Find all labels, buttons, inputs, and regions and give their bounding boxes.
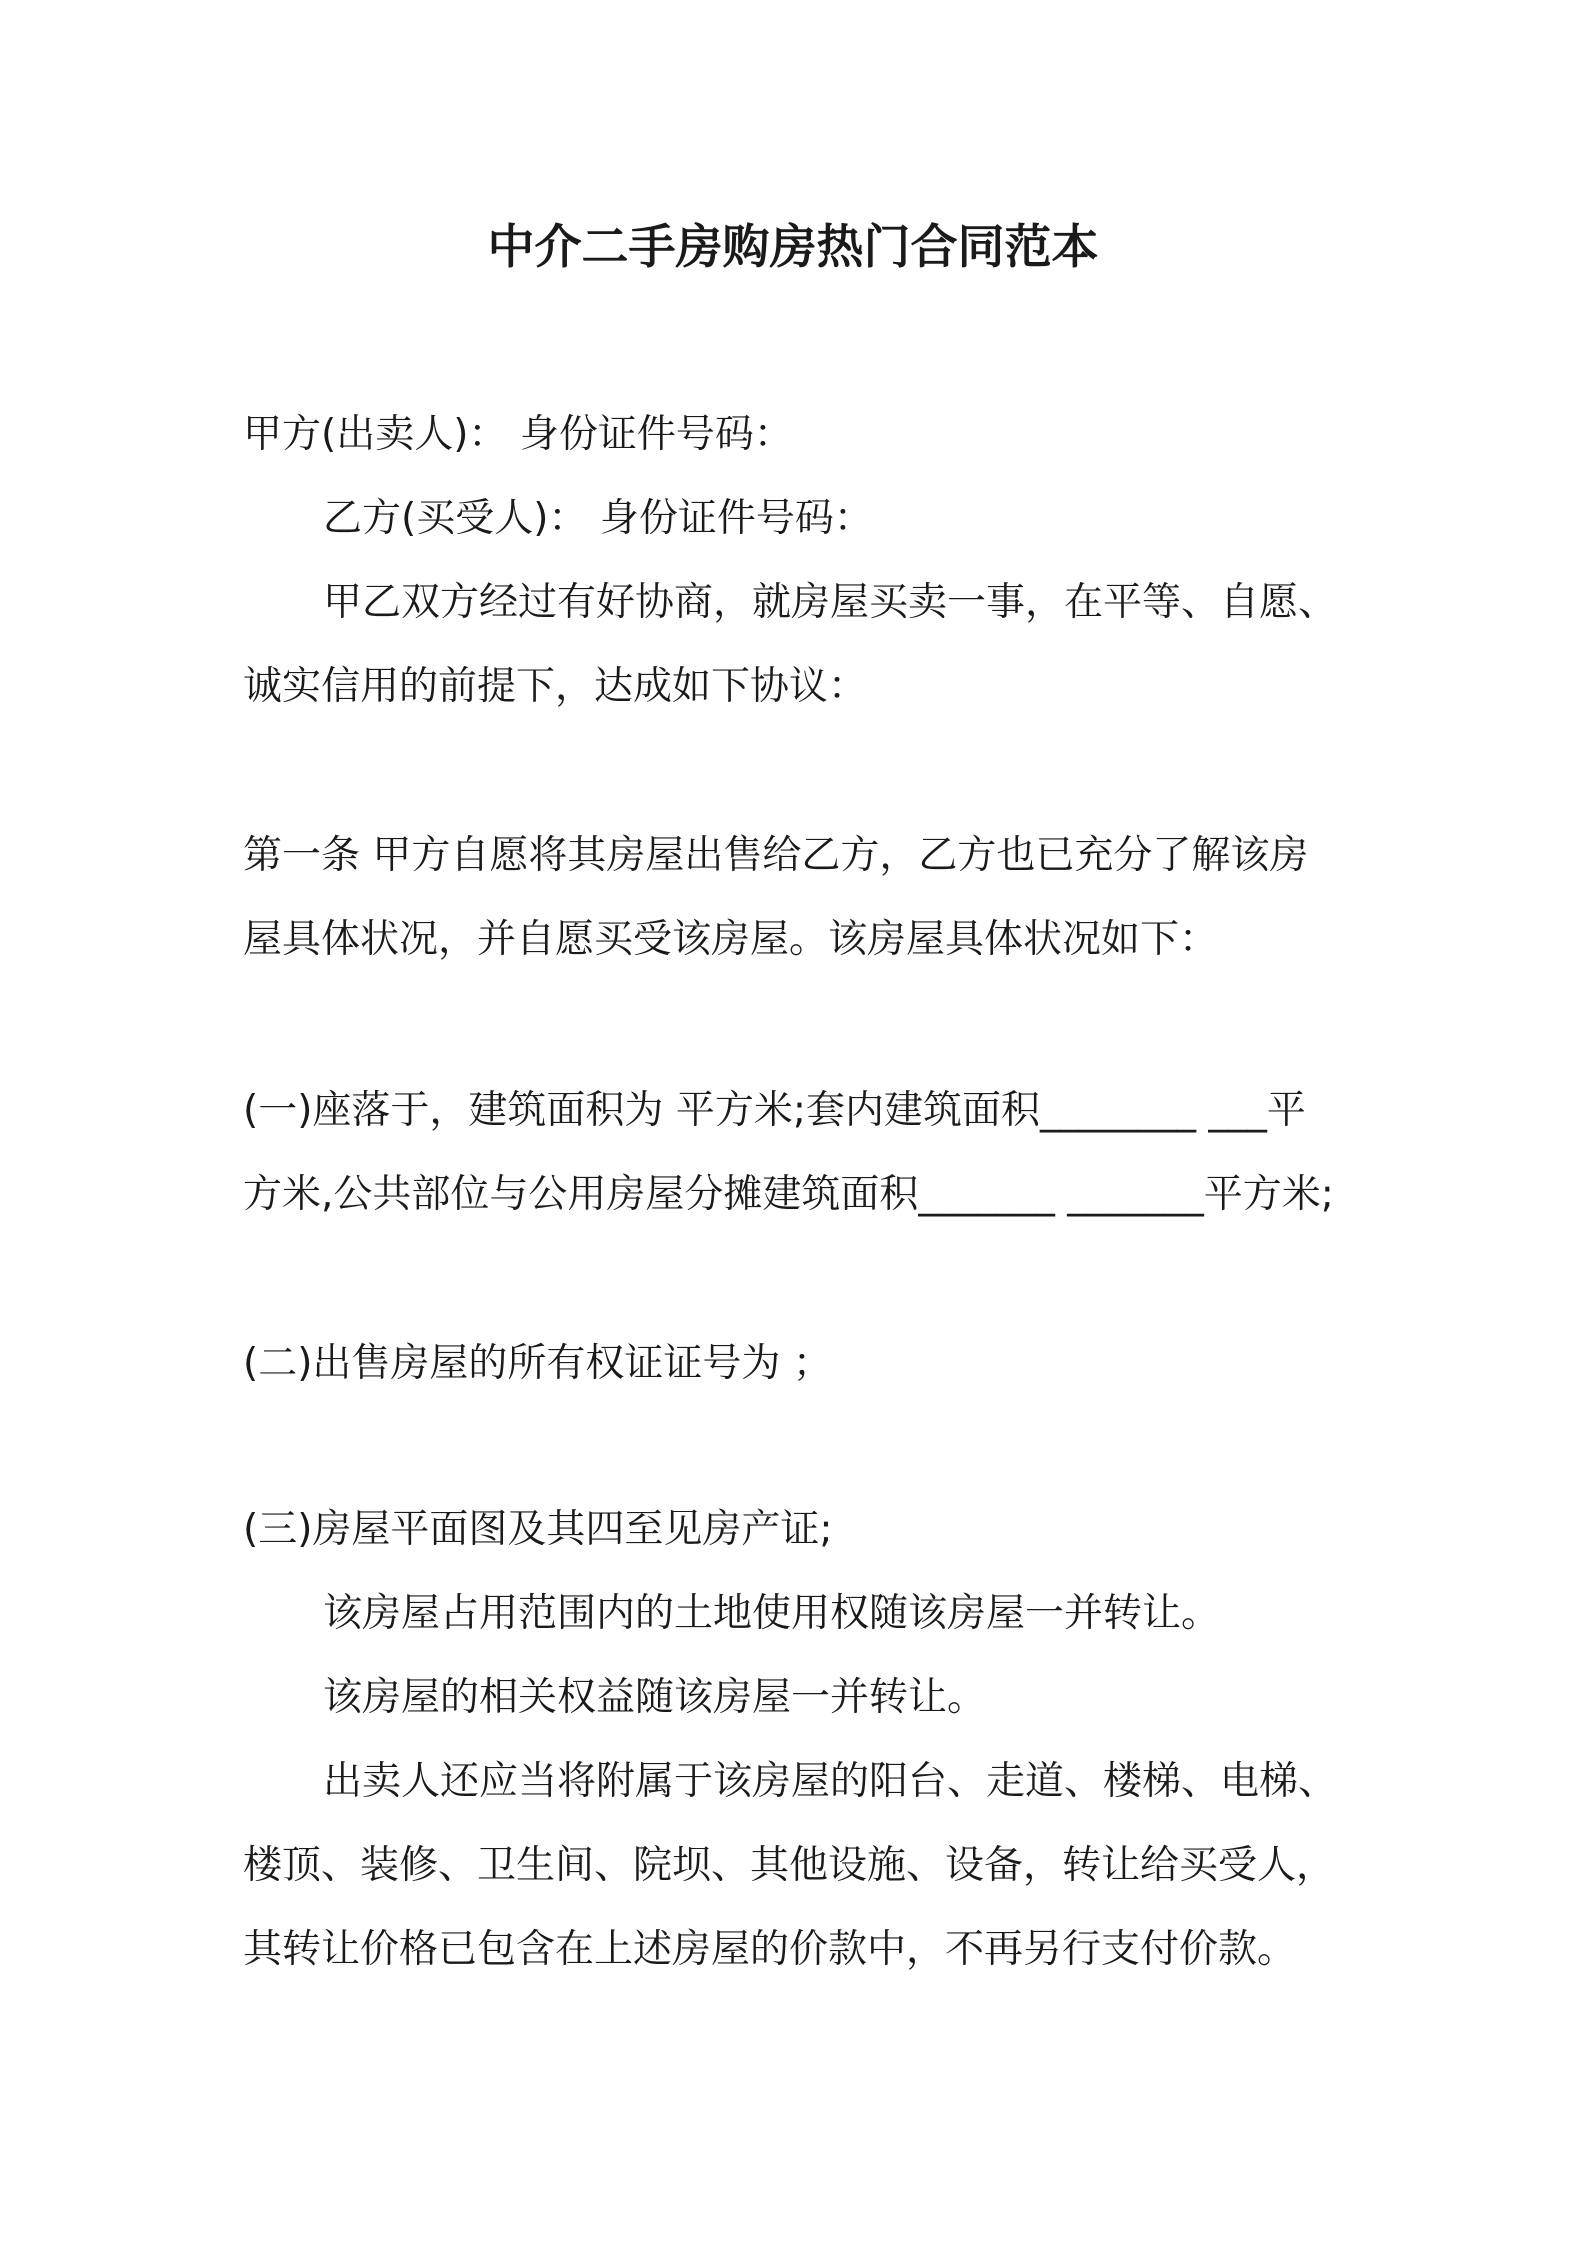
- document-title: 中介二手房购房热门合同范本: [487, 220, 1099, 275]
- facilities-line: 其转让价格已包含在上述房屋的价款中，不再另行支付价款。: [243, 1927, 1297, 1972]
- facilities-line: 楼顶、装修、卫生间、院坝、其他设施、设备，转让给买受人，: [243, 1843, 1336, 1888]
- item-2-line: (二)出售房屋的所有权证证号为 ；: [243, 1341, 832, 1386]
- party-b-line: 乙方(买受人)： 身份证件号码：: [323, 496, 873, 541]
- item-1-paragraph: [243, 1069, 1353, 1237]
- item-1-line: (一)座落于，建筑面积为 平方米;套内建筑面积________ ___平: [243, 1088, 1306, 1133]
- article-1-paragraph: [243, 814, 1353, 982]
- party-a-line: 甲方(出卖人)： 身份证件号码：: [243, 412, 793, 457]
- intro-paragraph: [243, 561, 1353, 729]
- item-1-line: 方米,公共部位与公用房屋分摊建筑面积_______ _______平方米;: [243, 1172, 1334, 1217]
- facilities-line: 出卖人还应当将附属于该房屋的阳台、走道、楼梯、电梯、: [323, 1759, 1338, 1804]
- intro-line: 甲乙双方经过有好协商，就房屋买卖一事，在平等、自愿、: [323, 580, 1338, 625]
- article-1-line: 屋具体状况，并自愿买受该房屋。该房屋具体状况如下：: [243, 917, 1219, 962]
- item-3-line: (三)房屋平面图及其四至见房产证;: [243, 1507, 833, 1552]
- land-use-line: 该房屋占用范围内的土地使用权随该房屋一并转让。: [323, 1591, 1221, 1636]
- rights-line: 该房屋的相关权益随该房屋一并转让。: [323, 1675, 987, 1720]
- article-1-line: 第一条 甲方自愿将其房屋出售给乙方，乙方也已充分了解该房: [243, 833, 1309, 878]
- intro-line: 诚实信用的前提下，达成如下协议：: [243, 664, 868, 709]
- facilities-paragraph: [243, 1740, 1353, 1992]
